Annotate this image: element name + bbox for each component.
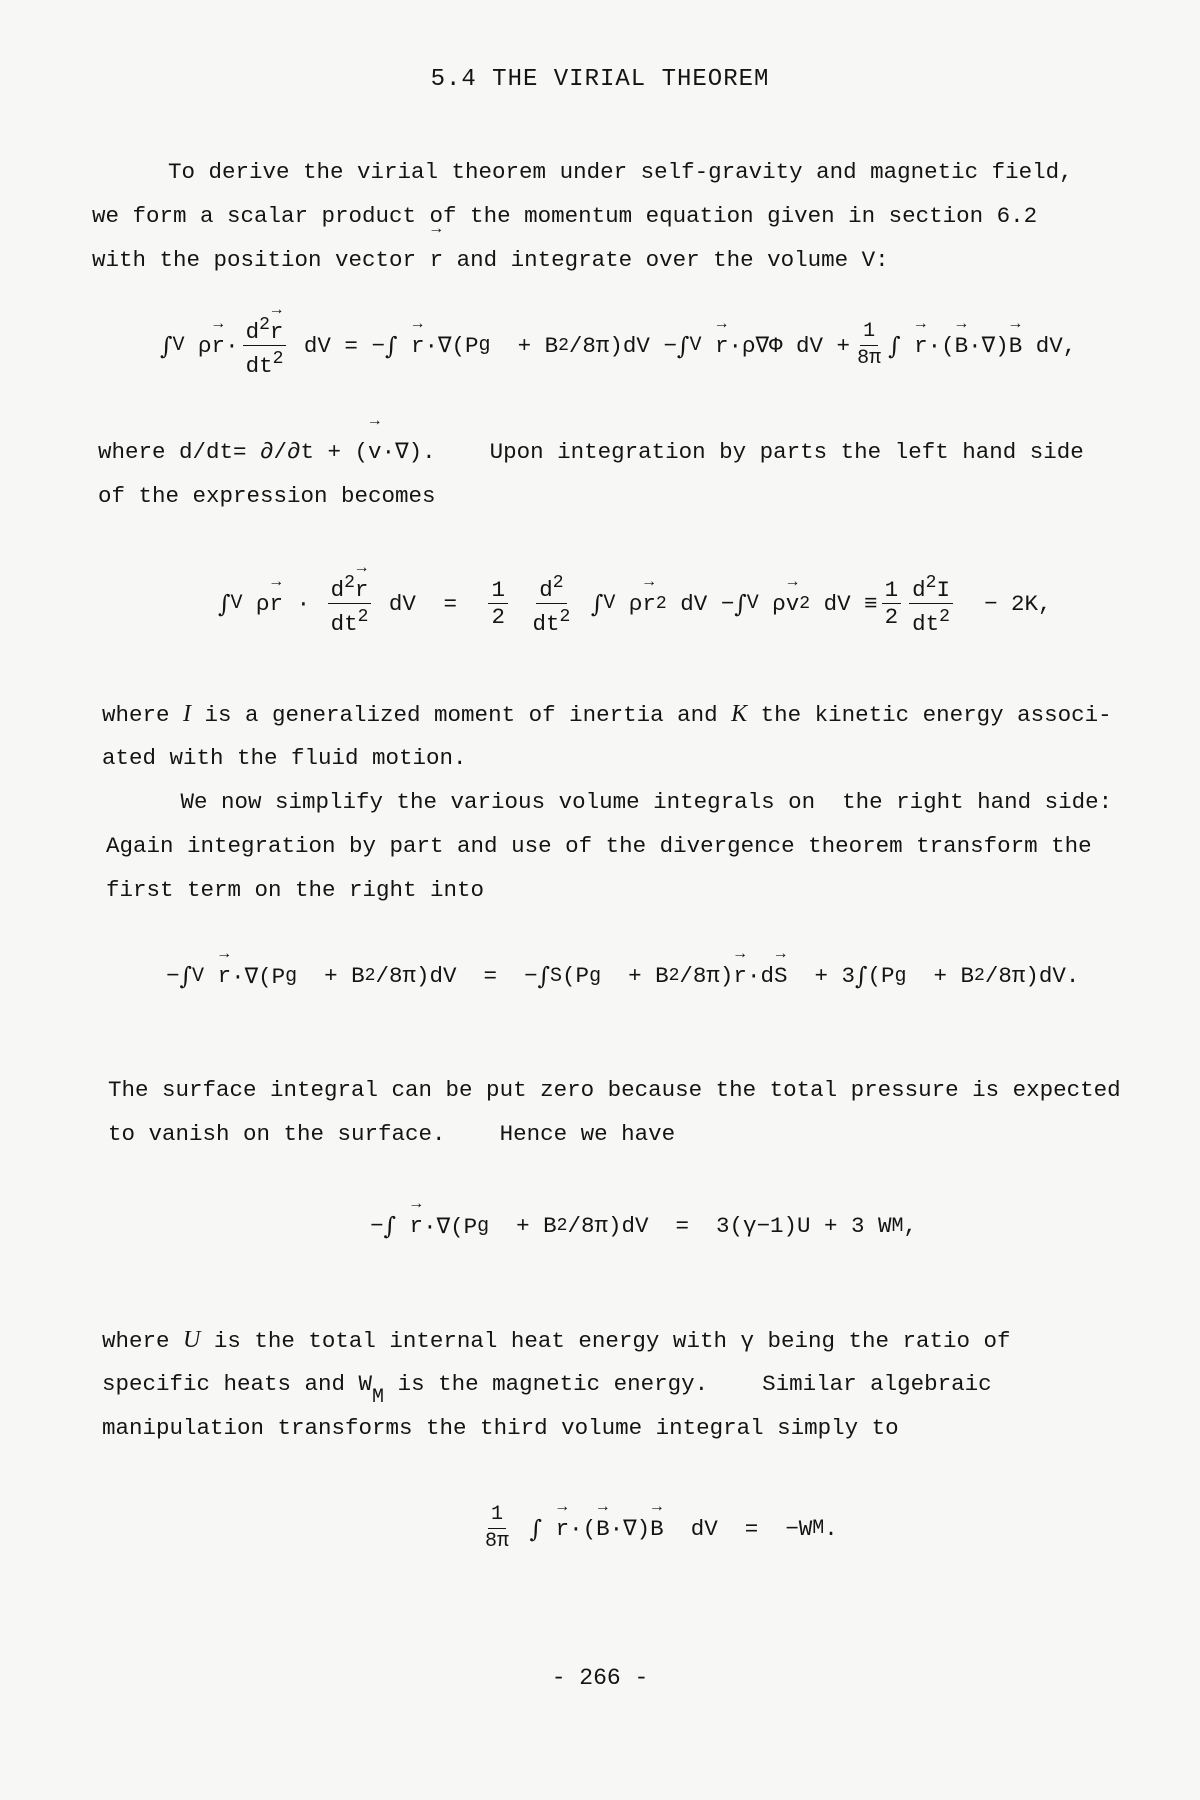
p3-line2: ated with the fluid motion. [102,745,467,771]
equation-internal-energy: − ∫ → r ·∇(P g + B 2 /8π)dV = 3(γ−1)U + 3 W M , [370,1212,917,1240]
p1-line2: we form a scalar product of the momentum equation given in section 6.2 [92,203,1038,229]
equation-momentum-virial: ∫ V ρ → r · $\frac{d^2\to r}{dt^2}$ dV = − ∫ → r ·∇(P g + B 2 /8π)dV − ∫ V → r ·ρ∇Φ dV + $\frac{1}{8\pi}$ ∫ → r ·( → B ·∇) → B dV, [160,312,1076,379]
p1-line1: To derive the virial theorem under self-gravity and magnetic field, [168,159,1073,185]
p4-line2: Again integration by part and use of the divergence theorem transform the [106,833,1092,859]
p6-line3: manipulation transforms the third volume integral simply to [102,1415,899,1441]
p4-line1: We now simplify the various volume integrals on the right hand side: [140,789,1113,815]
equation-lhs-integration: ∫ V ρ → r · $\frac{d^2\to r}{dt^2}$ dV = $\frac{1}{2}$ $\frac{d^2}{dt^2}$ ∫ V ρ → r 2 dV − ∫ V ρ → v 2 dV ≡ $\frac{1}{2}$ $\frac{d^2I}{dt^2}$ − 2K, [218,570,1052,637]
p2-line2: of the expression becomes [98,483,436,509]
p6-line1: where U is the total internal heat energy with γ being the ratio of [102,1327,1011,1354]
p2-line1: where d/dt= ∂/∂t + (→ v·∇). Upon integration by parts the left hand side [98,430,1084,474]
section-title: 5.4 THE VIRIAL THEOREM [430,66,770,93]
p5-line1: The surface integral can be put zero because the total pressure is expected [108,1077,1121,1103]
equation-magnetic-term: $\frac{1}{8\pi}$ ∫ → r ·( → B ·∇) → B dV = −W M . [478,1502,838,1555]
p5-line2: to vanish on the surface. Hence we have [108,1121,676,1147]
equation-divergence: − ∫ V → r ·∇(P g + B 2 /8π)dV = − ∫ S (P g + B 2 /8π) → r ·d → S + 3 ∫ (P g + B 2 /8π)dV. [166,962,1079,990]
p4-line3: first term on the right into [106,877,485,903]
page-number: - 266 - [551,1665,649,1691]
p6-line2: specific heats and $W_M$ is the magnetic energy. Similar algebraic [102,1371,992,1409]
p3-line1: where I is a generalized moment of inertia and K the kinetic energy associ- [102,701,1112,728]
p1-line3: with the position vector → r and integrate over the volume V: [92,238,889,282]
